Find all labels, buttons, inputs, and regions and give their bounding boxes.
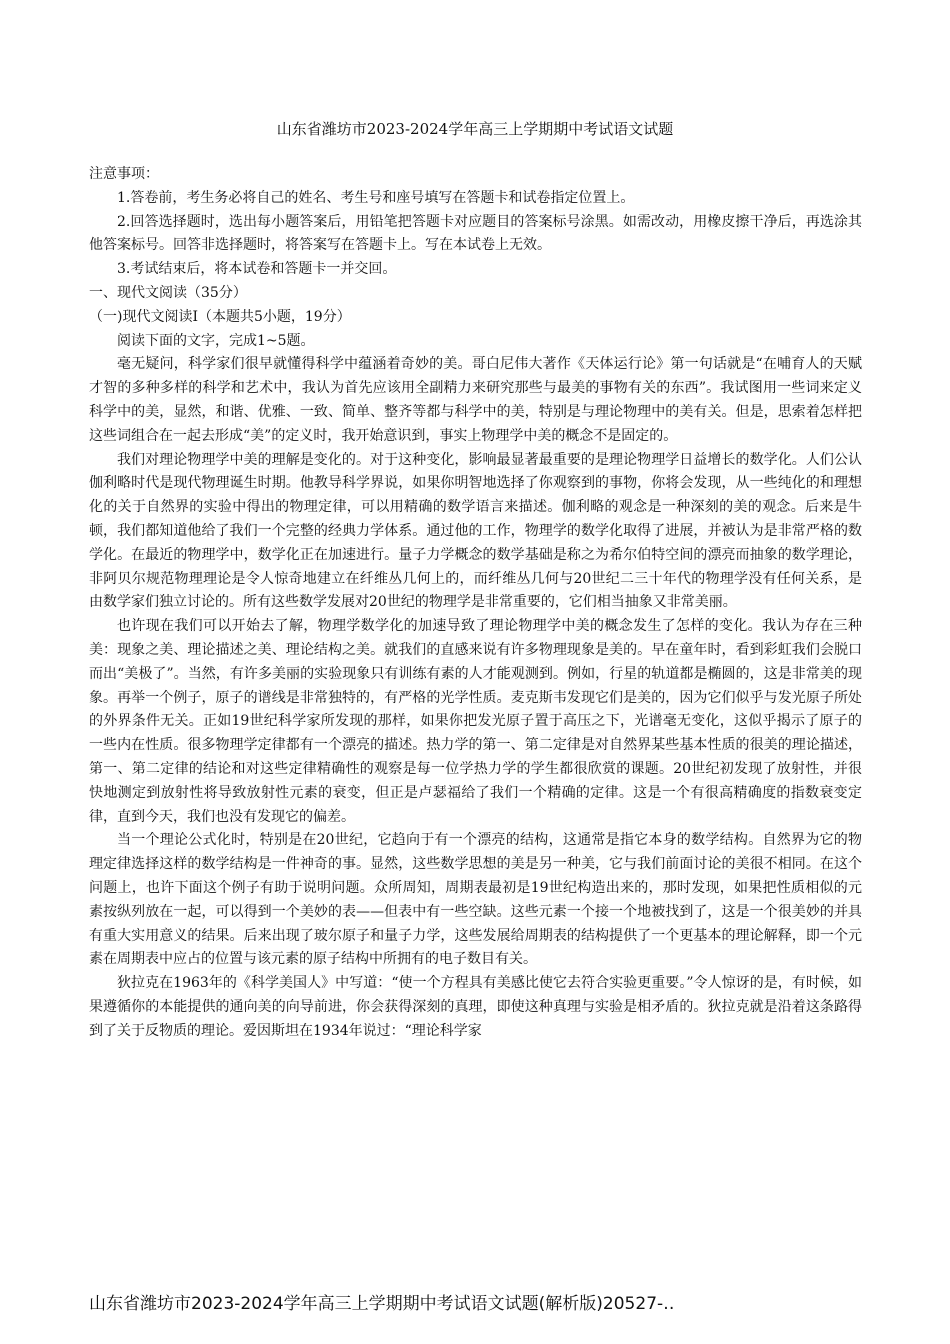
- notice-item: 1.答卷前，考生务必将自己的姓名、考生号和座号填写在答题卡和试卷指定位置上。: [117, 189, 635, 206]
- body-paragraph: 也许现在我们可以开始去了解，物理学数学化的加速导致了理论物理学中美的概念发生了怎样的变化。我认为存在三种美：现象之美、理论描述之美、理论结构之美。就我们的直感来说有许多物理现象是美的。早在童年时，看到彩虹我们会脱口而出“美极了”。当然，有许多美丽的实验现象只有训练有素的人才能观测到。例如，行星的轨道都是椭圆的，这是非常美的现象。再举一个例子，原子的谱线是非常独特的，有严格的光学性质。麦克斯韦发现它们是美的，因为它们似乎与发光原子所处的外界条件无关。正如19世纪科学家所发现的那样，如果你把发光原子置于高压之下，光谱毫无变化，这似乎揭示了原子的一些内在性质。很多物理学定律都有一个漂亮的描述。热力学的第一、第二定律是对自然界某些基本性质的很美的理论描述，第一、第二定律的结论和对这些定律精确性的观察是每一位学热力学的学生都很欣赏的课题。20世纪初发现了放射性，并很快地测定到放射性将导致放射性元素的衰变，但正是卢瑟福给了我们一个精确的定律。这是一个有很高精确度的指数衰变定律，直到今天，我们也没有发现它的偏差。: [89, 618, 862, 825]
- reading-instruction: 阅读下面的文字，完成1~5题。: [117, 332, 315, 349]
- body-paragraph: 当一个理论公式化时，特别是在20世纪，它趋向于有一个漂亮的结构，这通常是指它本身的数学结构。自然界为它的物理定律选择这样的数学结构是一件神奇的事。显然，这些数学思想的美是另一种美，它与我们前面讨论的美很不相同。在这个问题上，也许下面这个例子有助于说明问题。众所周知，周期表最初是19世纪构造出来的，那时发现，如果把性质相似的元素按纵列放在一起，可以得到一个美妙的表——但表中有一些空缺。这些元素一个接一个地被找到了，这是一个很美妙的并具有重大实用意义的结果。后来出现了玻尔原子和量子力学，这些发展给周期表的结构提供了一个更基本的理论解释，即一个元素在周期表中应占的位置与该元素的原子结构中所拥有的电子数目有关。: [89, 832, 862, 968]
- notice-item: 3.考试结束后，将本试卷和答题卡一并交回。: [117, 261, 397, 278]
- notice-heading: 注意事项：: [89, 166, 159, 182]
- body-paragraph: 狄拉克在1963年的《科学美国人》中写道：“使一个方程具有美感比使它去符合实验更重要。”令人惊讶的是，有时候，如果遵循你的本能提供的通向美的向导前进，你会获得深刻的真理，即使这种真理与实验是相矛盾的。狄拉克就是沿着这条路得到了关于反物质的理论。爱因斯坦在1934年说过：“理论科学家: [89, 975, 862, 1039]
- file-name-caption: 山东省潍坊市2023-2024学年高三上学期期中考试语文试题(解析版)20527-‥: [89, 1294, 675, 1314]
- document-title: 山东省潍坊市2023-2024学年高三上学期期中考试语文试题: [276, 120, 674, 138]
- section-heading: 一、现代文阅读（35分）: [89, 284, 247, 301]
- document-body: [89, 163, 862, 1043]
- body-paragraph: 毫无疑问，科学家们很早就懂得科学中蕴涵着奇妙的美。哥白尼伟大著作《天体运行论》第一句话就是“在哺育人的天赋才智的多种多样的科学和艺术中，我认为首先应该用全副精力来研究那些与最美的事物有关的东西”。我试图用一些词来定义科学中的美，显然，和谐、优雅、一致、简单、整齐等都与科学中的美，特别是与理论物理中的美有关。但是，思索着怎样把这些词组合在一起去形成“美”的定义时，我开始意识到，事实上物理学中美的概念不是固定的。: [89, 356, 862, 444]
- subsection-heading: （一)现代文阅读Ⅰ（本题共5小题，19分）: [89, 308, 351, 325]
- body-paragraph: 我们对理论物理学中美的理解是变化的。对于这种变化，影响最显著最重要的是理论物理学日益增长的数学化。人们公认伽利略时代是现代物理诞生时期。他教导科学界说，如果你明智地选择了你观察到的事物，你将会发现，从一些纯化的和理想化的关于自然界的实验中得出的物理定律，可以用精确的数学语言来描述。伽利略的观念是一种深刻的美的观念。后来是牛顿，我们都知道他给了我们一个完整的经典力学体系。通过他的工作，物理学的数学化取得了进展，并被认为是非常严格的数学化。在最近的物理学中，数学化正在加速进行。量子力学概念的数学基础是称之为希尔伯特空间的漂亮而抽象的数学理论，非阿贝尔规范物理理论是令人惊奇地建立在纤维丛几何上的，而纤维丛几何与20世纪二三十年代的物理学没有任何关系，是由数学家们独立讨论的。所有这些数学发展对20世纪的物理学是非常重要的，它们相当抽象又非常美丽。: [89, 451, 862, 611]
- notice-item: 2.回答选择题时，选出每小题答案后，用铅笔把答题卡对应题目的答案标号涂黑。如需改动，用橡皮擦干净后，再选涂其他答案标号。回答非选择题时，将答案写在答题卡上。写在本试卷上无效。: [89, 213, 862, 254]
